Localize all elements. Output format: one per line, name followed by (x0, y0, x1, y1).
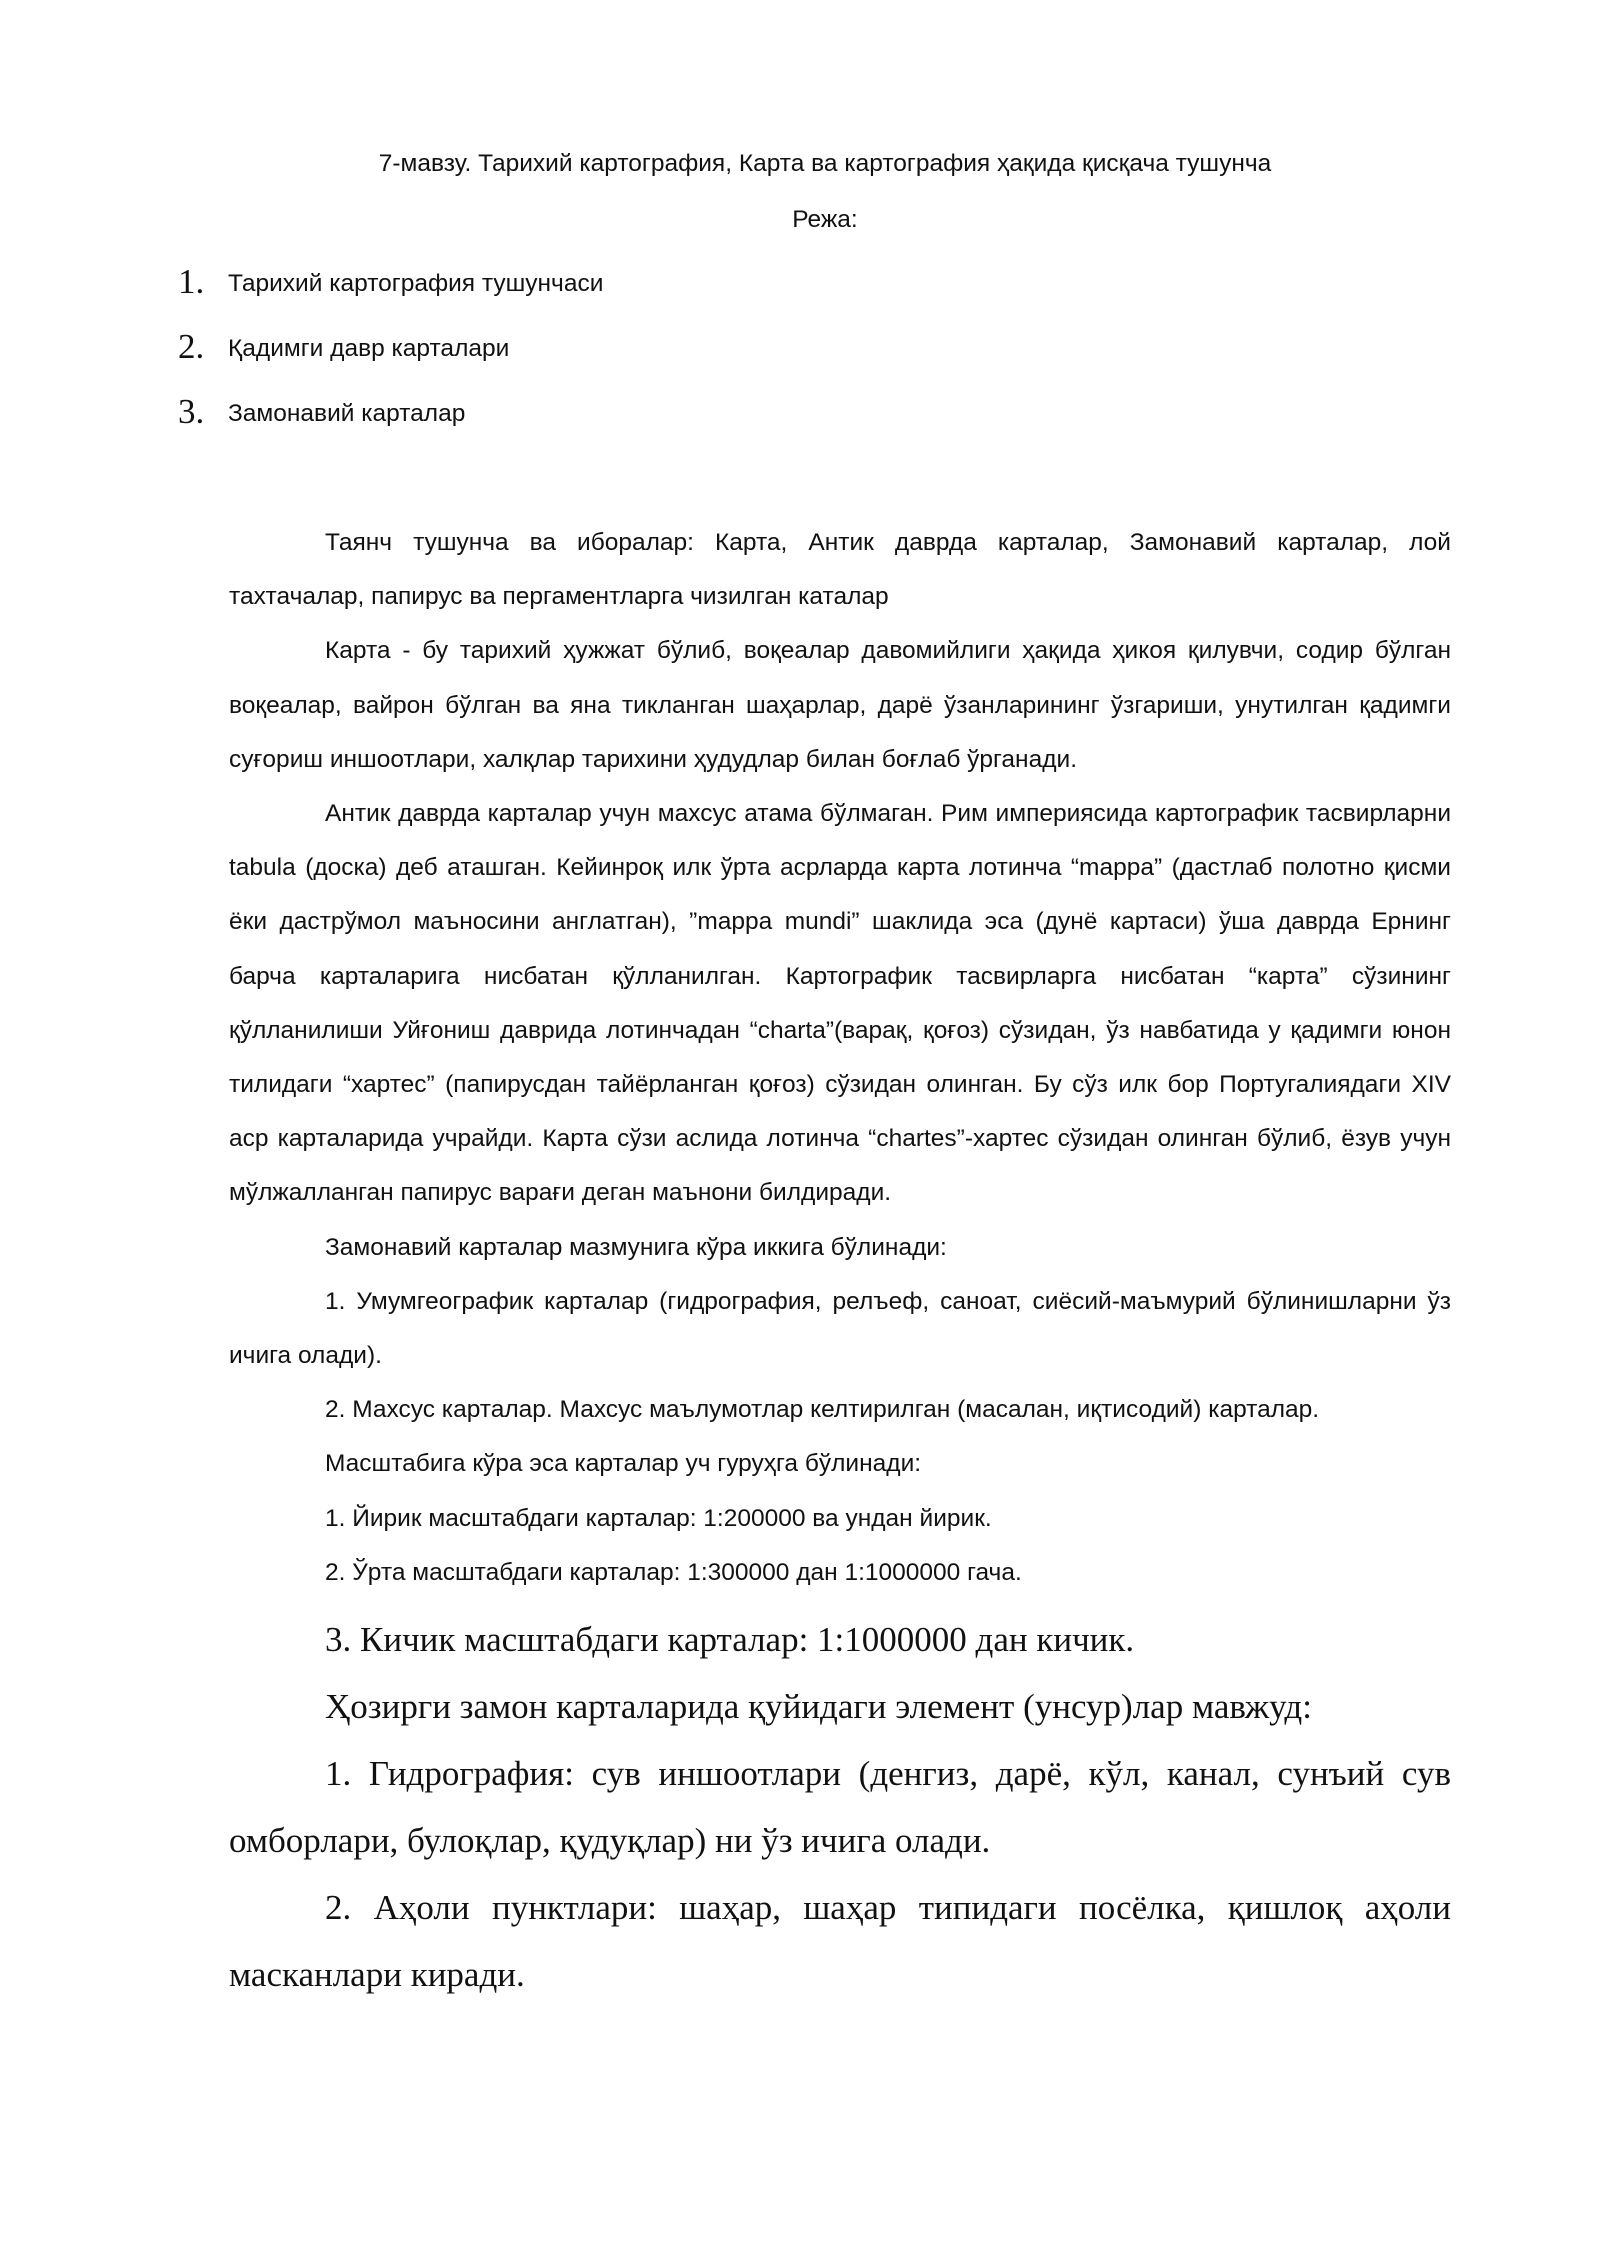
serif-text-block (229, 1606, 1451, 2008)
page-title: 7-мавзу. Тарихий картография, Карта ва картография ҳақида қисқача тушунча (378, 150, 1272, 177)
plan-item-number: 3. (178, 392, 205, 431)
sans-text-block (229, 516, 1451, 1600)
body-paragraph: Замонавий карталар мазмунига кўра иккига бўлинади: (325, 1233, 947, 1261)
plan-item-number: 2. (178, 327, 205, 366)
body-paragraph: Карта - бу тарихий ҳужжат бўлиб, воқеалар давомийлиги ҳақида ҳикоя қилувчи, содир бўлган воқеалар, вайрон бўлган ва яна тикланган шаҳарлар, дарё ўзанларининг ўзгариши, унутилган қадимги суғориш иншоотлари, халқлар тарихини ҳудудлар билан боғлаб ўрганади. (229, 637, 1451, 773)
list-paragraph: 1. Йирик масштабдаги карталар: 1:200000 ва ундан йирик. (325, 1504, 992, 1532)
plan-item-text: Замонавий карталар (228, 400, 466, 427)
list-paragraph: 2. Аҳоли пунктлари: шаҳар, шаҳар типидаги посёлка, қишлоқ аҳоли масканлари киради. (229, 1888, 1451, 1995)
plan-item-text: Тарихий картография тушунчаси (228, 270, 604, 297)
list-paragraph: 2. Ўрта масштабдаги карталар: 1:300000 дан 1:1000000 гача. (325, 1558, 1022, 1586)
plan-item-number: 1. (178, 262, 205, 301)
key-terms-paragraph: Таянч тушунча ва иборалар: Карта, Антик даврда карталар, Замонавий карталар, лой тахтачалар, папирус ва пергаментларга чизилган каталар (229, 529, 1451, 611)
list-paragraph: 1. Умумгеографик карталар (гидрография, релъеф, саноат, сиёсий-маъмурий бўлинишларни ўз ичига олади). (229, 1287, 1451, 1370)
list-paragraph: 1. Гидрография: сув иншоотлари (денгиз, дарё, кўл, канал, сунъий сув омборлари, булоқлар, қудуқлар) ни ўз ичига олади. (229, 1754, 1451, 1861)
body-paragraph: Антик даврда карталар учун махсус атама бўлмаган. Рим империясида картографик тасвирларни tabula (доска) деб аташган. Кейинроқ илк ўрта асрларда карта лотинча “mappa” (дастлаб полотно қисми ёки дастрўмол маъносини англатган), ”mappa mundi” шаклида эса (дунё картаси) ўша даврда Ернинг барча карталарига нисбатан қўлланилган. Картографик тасвирларга нисбатан “карта” сўзининг қўлланилиши Уйғониш даврида лотинчадан “charta”(варақ, қоғоз) сўзидан, ўз навбатида у қадимги юнон тилидаги “хартес” (папирусдан тайёрланган қоғоз) сўзидан олинган. Бу сўз илк бор Португалиядаги XIV аср карталарида учрайди. Карта сўзи аслида лотинча “chartes”-хартес сўзидан олинган бўлиб, ёзув учун мўлжалланган папирус варағи деган маънони билдиради. (229, 800, 1451, 1207)
body-paragraph: Ҳозирги замон карталарида қуйидаги элемент (унсур)лар мавжуд: (325, 1687, 1312, 1727)
body-paragraph: Масштабига кўра эса карталар уч гуруҳга бўлинади: (325, 1450, 922, 1478)
plan-heading: Режа: (792, 206, 858, 233)
plan-item-text: Қадимги давр карталари (228, 335, 510, 362)
list-paragraph: 3. Кичик масштабдаги карталар: 1:1000000 дан кичик. (325, 1620, 1135, 1660)
list-paragraph: 2. Махсус карталар. Махсус маълумотлар келтирилган (масалан, иқтисодий) карталар. (325, 1396, 1320, 1424)
document-body (229, 516, 1451, 2008)
